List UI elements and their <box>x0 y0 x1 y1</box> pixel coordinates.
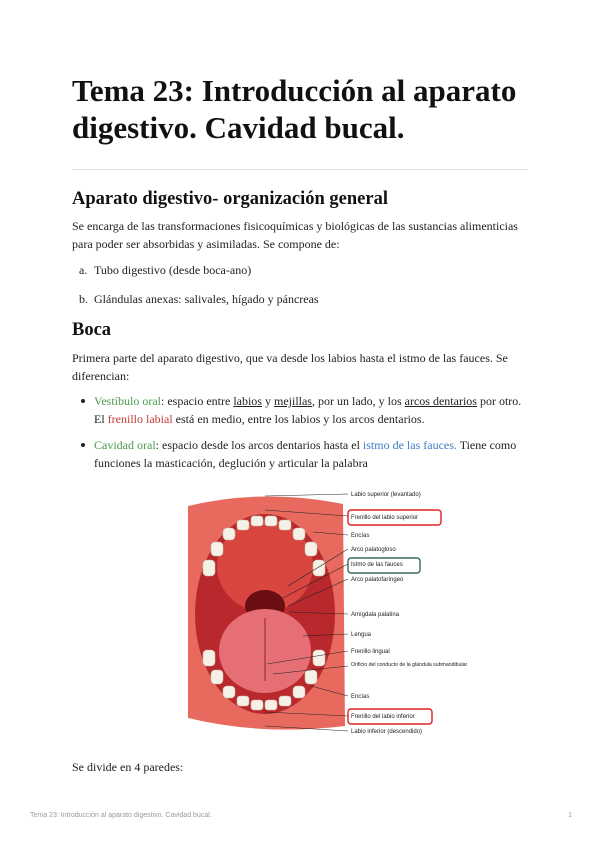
label-arco-palatofaringeo: Arco palatofaríngeo <box>351 577 404 583</box>
section-paragraph-organizacion: Se encarga de las transformaciones fisicoquímicas y biológicas de las sustancias alimenticias para poder ser absorbidas y asimiladas. Se compone de: <box>72 219 518 251</box>
footer-title: Tema 23: Introducción al aparato digestivo. Cavidad bucal. <box>30 812 212 819</box>
section-paragraph-boca: Primera parte del aparato digestivo, que va desde los labios hasta el istmo de las fauces. Se diferencian: <box>72 351 508 383</box>
label-labio-inferior: Labio inferior (descendido) <box>351 729 423 735</box>
list-marker: b. <box>79 292 88 306</box>
term-cavidad-oral: Cavidad oral <box>94 438 156 452</box>
term-frenillo-labial: frenillo labial <box>107 412 173 426</box>
label-frenillo-lingual: Frenillo lingual <box>351 649 390 655</box>
title-divider <box>72 169 528 170</box>
list-item-vestibulo <box>72 392 532 428</box>
list-item-cavidad <box>72 436 532 472</box>
text-fragment: Tiene como funciones la masticación, deglución y articular la palabra <box>94 438 517 470</box>
section-paragraph-paredes: Se divide en 4 paredes: <box>72 760 184 774</box>
label-encias-inferior: Encías <box>351 694 370 700</box>
label-labio-superior: Labio superior (levantado) <box>351 492 421 498</box>
label-lengua: Lengua <box>351 632 372 638</box>
text-fragment: : espacio entre <box>161 394 234 408</box>
list-item <box>72 261 532 279</box>
label-arco-palatogloso: Arco palatogloso <box>351 547 396 553</box>
text-fragment: está en medio, entre los labios y los arcos dentarios. <box>172 412 425 426</box>
term-mejillas: mejillas <box>273 394 312 408</box>
label-orificio-conducto: Orificio del conducto de la glándula submandibular <box>351 662 468 668</box>
bullet-list <box>72 392 532 480</box>
page-title: Tema 23: Introducción al aparato digestivo. Cavidad bucal. <box>72 73 517 145</box>
list-item-text: Tubo digestivo (desde boca-ano) <box>94 263 252 277</box>
oral-cavity-figure <box>183 486 468 736</box>
term-vestibulo-oral: Vestíbulo oral <box>94 394 161 408</box>
label-frenillo-inferior: Frenillo del labio inferior <box>351 714 415 720</box>
footer-page-number: 1 <box>568 812 572 819</box>
list-item-text: Glándulas anexas: salivales, hígado y páncreas <box>94 292 319 306</box>
bullet-dot <box>81 443 85 447</box>
text-fragment: , por un lado, y los <box>311 394 405 408</box>
text-fragment: y <box>261 394 274 408</box>
bullet-dot <box>81 399 85 403</box>
list-item <box>72 290 532 308</box>
term-arcos-dentarios: arcos dentarios <box>404 394 477 408</box>
section-heading-organizacion: Aparato digestivo- organización general <box>72 189 388 209</box>
term-labios: labios <box>233 394 262 408</box>
list-marker: a. <box>79 263 88 277</box>
text-fragment: por otro. El <box>94 394 522 426</box>
section-heading-boca: Boca <box>72 320 112 340</box>
term-istmo-fauces: istmo de las fauces. <box>362 438 457 452</box>
label-frenillo-superior: Frenillo del labio superior <box>351 515 419 521</box>
label-istmo-fauces: Istmo de las fauces <box>351 562 403 568</box>
text-fragment: : espacio desde los arcos dentarios hasta el <box>155 438 363 452</box>
ordered-list <box>72 261 532 319</box>
label-amigdala: Amígdala palatina <box>351 612 400 618</box>
label-encias-superior: Encías <box>351 533 370 539</box>
